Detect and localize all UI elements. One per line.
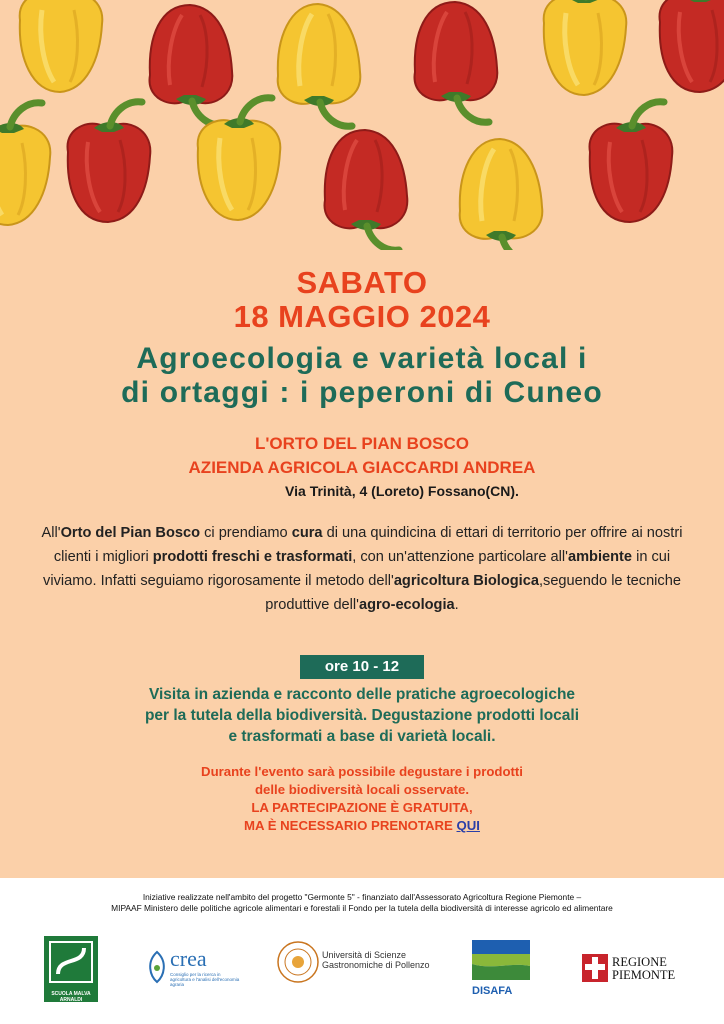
regione-crest [582, 954, 608, 982]
event-day: SABATO [296, 265, 428, 300]
intro-text: ci prendiamo [200, 525, 292, 541]
regione-line2: PIEMONTE [612, 968, 676, 982]
farm-company: AZIENDA AGRICOLA GIACCARDI ANDREA [188, 458, 536, 477]
intro-text: , con un'attenzione particolare all' [352, 549, 568, 565]
intro-text: in cui viviamo. Infatti seguiamo rigorosamente il metodo dell' [43, 549, 671, 589]
visit-line3: e trasformati a base di varietà locali. [228, 728, 496, 745]
regione-cross-icon [582, 954, 608, 982]
footer-line2: MIPAAF Ministero delle politiche agricole alimentari e forestali il Fondo per la tutela della biodiversità di interesse agricolo ed alimentare [111, 903, 613, 913]
farm-name: L'ORTO DEL PIAN BOSCO [254, 434, 470, 453]
crea-subtitle: Consiglio per la ricerca in agricoltura e l'analisi dell'economia agraria [170, 972, 240, 987]
intro-text: . [454, 597, 459, 613]
unisg-logo [322, 950, 432, 970]
malva-emblem-icon [44, 936, 98, 986]
crea-leaf-icon [146, 950, 168, 984]
event-date-block [0, 266, 724, 334]
peppers-illustration [0, 0, 724, 250]
intro-bold: Orto del Pian Bosco [60, 525, 201, 541]
malva-arnaldi-logo [44, 936, 98, 1002]
notice-line2: delle biodiversità locali osservate. [254, 782, 470, 797]
intro-text: di una quindicina di ettari di territorio per offrire ai nostri clienti i migliori [53, 525, 683, 565]
farm-info [0, 432, 724, 502]
malva-label: SCUOLA MALVA ARNALDI [51, 991, 91, 1003]
intro-text: ,seguendo le tecniche produttive dell' [265, 573, 681, 613]
visit-line1: Visita in azienda e racconto delle pratiche agroecologiche [148, 686, 576, 703]
notice-line3: LA PARTECIPAZIONE È GRATUITA, [251, 800, 473, 815]
notice-line4 [0, 817, 724, 835]
event-title-line1: Agroecologia e varietà local i [136, 342, 588, 375]
disafa-field-icon [472, 940, 530, 980]
booking-link[interactable]: QUI [456, 818, 480, 833]
unisg-seal [276, 940, 320, 984]
intro-bold: prodotti freschi e trasformati [152, 549, 353, 565]
intro-bold: cura [291, 525, 323, 541]
intro-bold: agro-ecologia [358, 597, 455, 613]
crea-logo [146, 946, 238, 994]
visit-line2: per la tutela della biodiversità. Degustazione prodotti locali [144, 707, 580, 724]
unisg-name-line1: Università di Scienze [322, 950, 407, 960]
booking-notice [0, 763, 724, 835]
regione-piemonte-logo [612, 956, 692, 982]
unisg-name-line2: Gastronomiche di Pollenzo [322, 960, 430, 970]
intro-paragraph [40, 521, 684, 617]
footer-credits [0, 892, 724, 914]
intro-bold: agricoltura Biologica [393, 573, 539, 589]
notice-line1: Durante l'evento sarà possibile degustare i prodotti [201, 764, 523, 779]
intro-bold: ambiente [567, 549, 633, 565]
event-title-line2: di ortaggi : i peperoni di Cuneo [121, 376, 603, 409]
event-date: 18 MAGGIO 2024 [233, 299, 491, 334]
farm-address: Via Trinità, 4 (Loreto) Fossano(CN). [285, 483, 519, 499]
footer-line1: Iniziative realizzate nell'ambito del progetto "Germonte 5" - finanziato dall'Assessorato Agricoltura Regione Piemonte – [142, 892, 582, 902]
event-title [0, 342, 724, 410]
disafa-wordmark: DISAFA [472, 985, 513, 997]
crea-wordmark: crea [170, 946, 207, 971]
unisg-seal-icon [276, 940, 320, 984]
visit-description [0, 684, 724, 747]
regione-line1: REGIONE [612, 955, 667, 969]
hours-badge: ore 10 - 12 [300, 655, 424, 679]
partner-logos [0, 930, 724, 1010]
notice-line4-text: MA È NECESSARIO PRENOTARE [244, 818, 453, 833]
intro-text: All' [41, 525, 61, 541]
disafa-logo [472, 940, 530, 996]
